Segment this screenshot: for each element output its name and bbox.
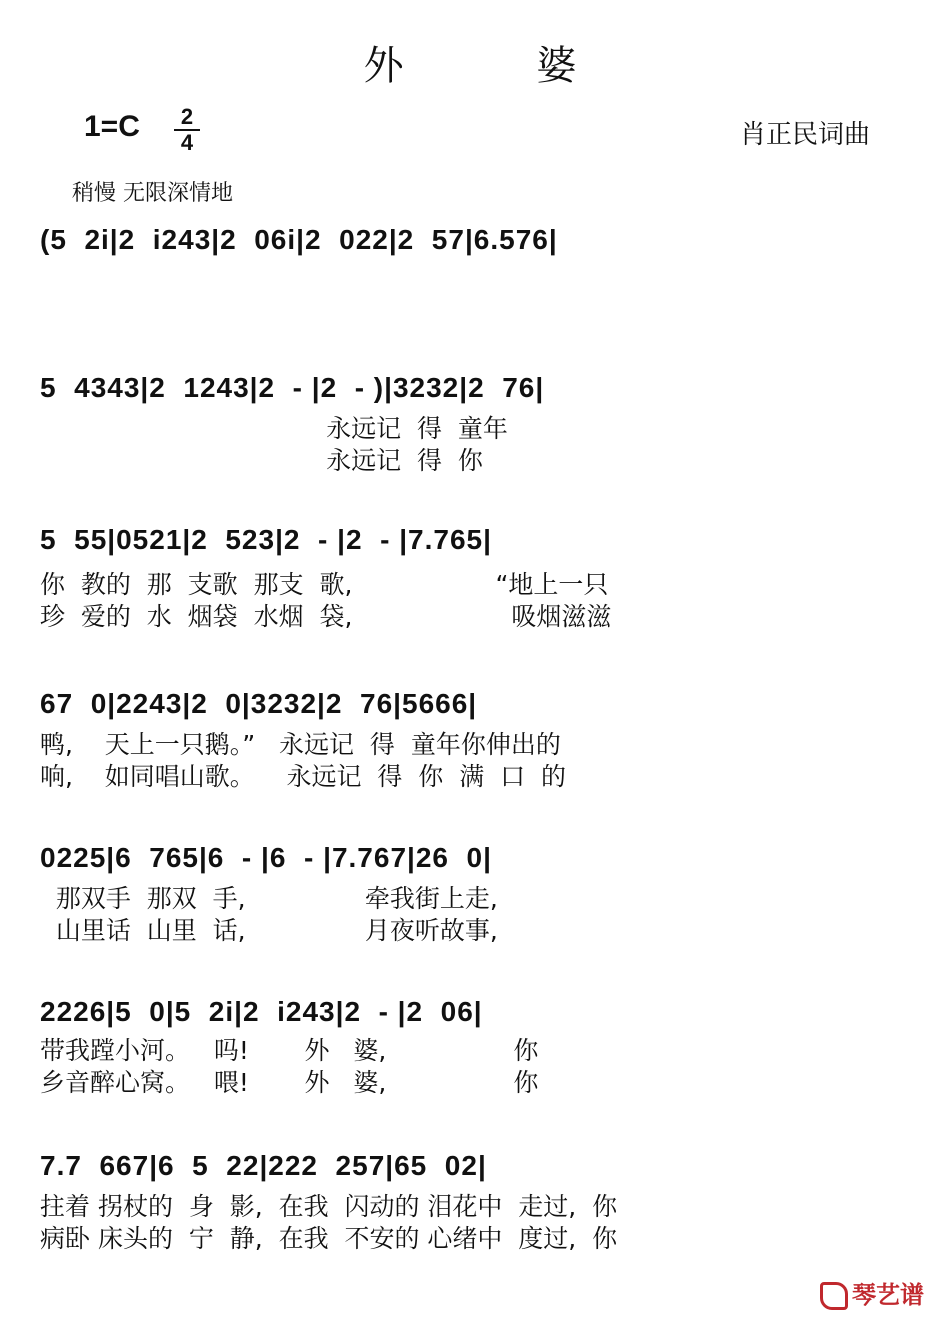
author-credit: 肖正民词曲 [739,120,870,150]
score-system-7 [40,1144,910,1264]
score-system-6 [40,990,910,1110]
meter-top: 2 [180,104,194,129]
logo-icon [820,1282,848,1310]
score-system-5 [40,836,910,956]
notes-line: 67 0|2243|2 0|3232|2 76|5666| [40,688,478,719]
meter-bottom: 4 [180,130,194,155]
key-signature: 1=C [84,110,140,143]
site-watermark [820,1275,924,1310]
score-system-2 [40,366,910,486]
notes-line: 7.7 667|6 5 22|222 257|65 02| [40,1150,487,1181]
watermark-text: 琴艺谱 [852,1281,924,1309]
notes-line: 2226|5 0|5 2i|2 i243|2 - |2 06| [40,996,483,1027]
lyric-verse-2: 响, 如同唱山歌。 永远记 得 你 满 口 的 [40,762,566,791]
tempo-marking: 稍慢 无限深情地 [72,181,233,206]
score-system-3 [40,518,910,638]
lyric-verse-1: 那双手 那双 手, 牵我街上走, [40,884,498,913]
lyric-verse-1: 你 教的 那 支歌 那支 歌, “地上一只 [40,570,609,599]
score-system-4 [40,682,910,802]
score-system-1 [40,218,910,278]
lyric-verse-1: 拄着 拐杖的 身 影, 在我 闪动的 泪花中 走过, 你 [40,1192,618,1221]
notes-line: 5 4343|2 1243|2 - |2 - )|3232|2 76| [40,372,545,403]
lyric-verse-2: 珍 爱的 水 烟袋 水烟 袋, 吸烟滋滋 [40,602,612,631]
lyric-verse-1: 鸭, 天上一只鹅。” 永远记 得 童年你伸出的 [40,730,561,759]
song-title: 外 婆 [363,43,637,89]
lyric-verse-1: 带我蹚小河。 吗! 外 婆, 你 [40,1036,539,1065]
lyric-verse-2: 病卧 床头的 宁 静, 在我 不安的 心绪中 度过, 你 [40,1224,618,1253]
notes-line: 5 55|0521|2 523|2 - |2 - |7.765| [40,524,492,555]
notes-line: (5 2i|2 i243|2 06i|2 022|2 57|6.576| [40,224,558,255]
lyric-verse-2: 山里话 山里 话, 月夜听故事, [40,916,498,945]
lyric-verse-1: 永远记 得 童年 [40,414,508,443]
notes-line: 0225|6 765|6 - |6 - |7.767|26 0| [40,842,492,873]
time-signature [174,106,200,154]
lyric-verse-2: 永远记 得 你 [40,446,483,475]
lyric-verse-2: 乡音醉心窝。 喂! 外 婆, 你 [40,1068,539,1097]
